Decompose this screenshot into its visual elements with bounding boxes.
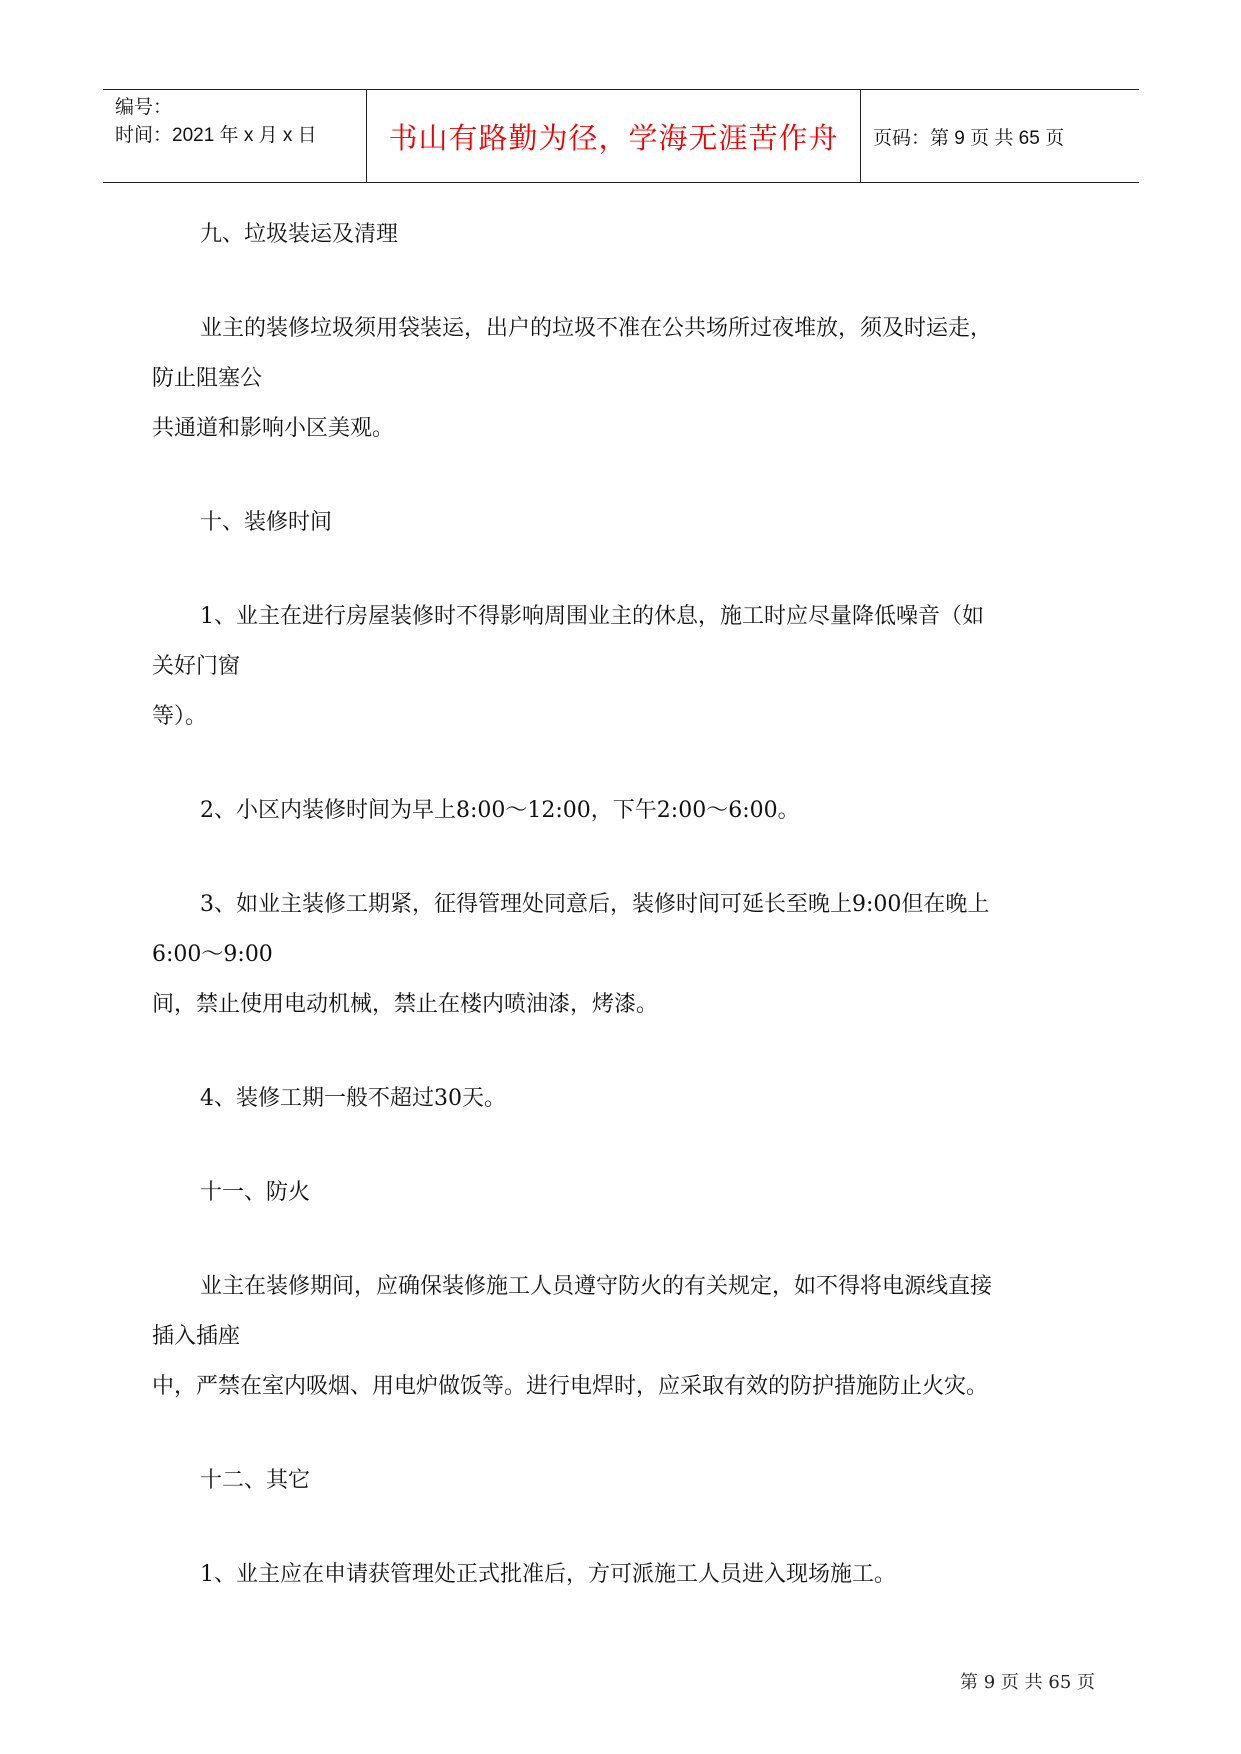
section-heading-10: 十、装修时间 [200,510,333,535]
paragraph-time-1-line2: 关好门窗 [152,654,241,679]
paragraph-fire-line3: 中，严禁在室内吸烟、用电炉做饭等。进行电焊时，应采取有效的防护措施防止火灾。 [152,1374,989,1399]
paragraph-garbage-line1: 业主的装修垃圾须用袋装运，出户的垃圾不准在公共场所过夜堆放，须及时运走， [200,316,993,341]
paragraph-fire-line1: 业主在装修期间，应确保装修施工人员遵守防火的有关规定，如不得将电源线直接 [200,1274,993,1299]
paragraph-time-3-line1: 3、如业主装修工期紧，征得管理处同意后，装修时间可延长至晚上9:00但在晚上 [200,892,990,917]
paragraph-other-1: 1、业主应在申请获管理处正式批准后，方可派施工人员进入现场施工。 [200,1562,896,1587]
paragraph-time-2: 2、小区内装修时间为早上8:00～12:00，下午2:00～6:00。 [200,798,800,823]
time-label: 时间：2021 年 x 月 x 日 [115,125,317,146]
header-motto: 书山有路勤为径，学海无涯苦作舟 [367,90,861,182]
section-heading-11: 十一、防火 [200,1180,311,1205]
header-page-label: 页码：第 9 页 共 65 页 [873,127,1065,149]
paragraph-time-1-line1: 1、业主在进行房屋装修时不得影响周围业主的休息，施工时应尽量降低噪音（如 [200,604,984,629]
page-footer: 第 9 页 共 65 页 [960,1672,1095,1693]
document-header [103,89,1139,183]
document-body [152,210,1100,1600]
paragraph-time-3-line3: 间，禁止使用电动机械，禁止在楼内喷油漆，烤漆。 [152,992,659,1017]
number-label: 编号： [115,97,173,118]
paragraph-time-1-line3: 等）。 [152,704,208,729]
paragraph-garbage-line3: 共通道和影响小区美观。 [152,416,395,441]
paragraph-time-3-line2: 6:00～9:00 [152,942,273,967]
section-heading-9: 九、垃圾装运及清理 [200,222,399,247]
paragraph-garbage-line2: 防止阻塞公 [152,366,263,391]
section-heading-12: 十二、其它 [200,1468,311,1493]
paragraph-time-4: 4、装修工期一般不超过30天。 [200,1086,506,1111]
paragraph-fire-line2: 插入插座 [152,1324,241,1349]
header-meta-cell [103,90,367,182]
